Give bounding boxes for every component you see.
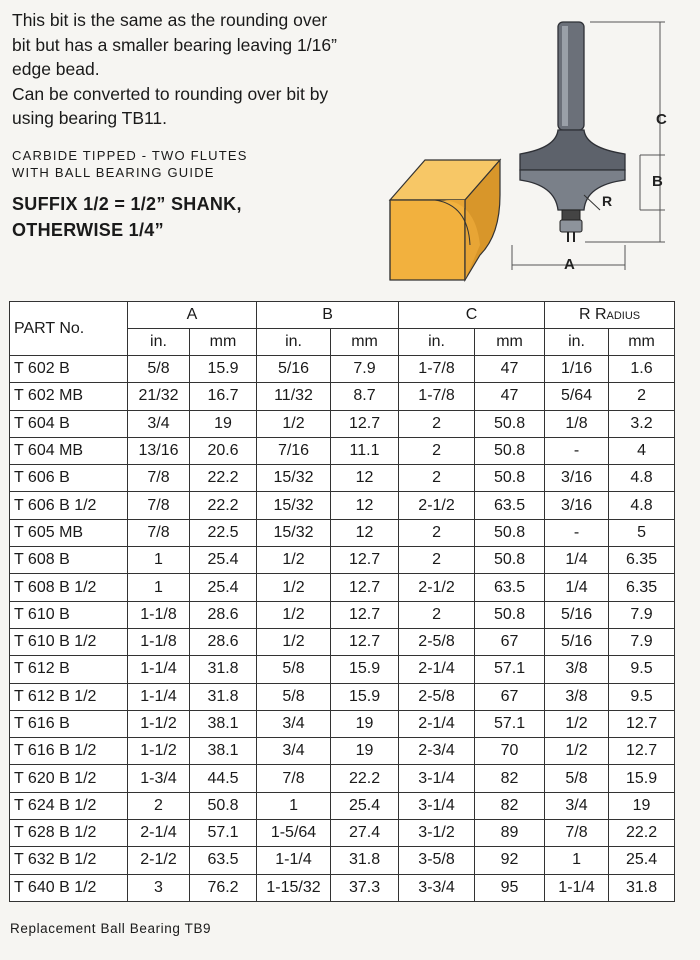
- table-cell: 5/8: [128, 356, 190, 383]
- table-cell: 1-1/4: [545, 874, 609, 901]
- table-cell: 12: [331, 492, 399, 519]
- subtitle-line: WITH BALL BEARING GUIDE: [12, 165, 215, 180]
- group-header-r-radius: R Radius: [545, 302, 675, 329]
- group-header-b: B: [257, 302, 399, 329]
- table-cell: 47: [475, 356, 545, 383]
- table-cell: 7.9: [609, 601, 675, 628]
- subtitle-line: CARBIDE TIPPED - TWO FLUTES: [12, 148, 248, 163]
- table-cell: 63.5: [475, 574, 545, 601]
- table-cell: 22.2: [190, 465, 257, 492]
- suffix-line: OTHERWISE 1/4”: [12, 220, 164, 240]
- table-cell: 9.5: [609, 683, 675, 710]
- table-cell: 50.8: [475, 410, 545, 437]
- table-cell: 7/8: [545, 820, 609, 847]
- unit-header: in.: [545, 329, 609, 356]
- table-cell: 3/16: [545, 465, 609, 492]
- table-cell: 2: [399, 465, 475, 492]
- table-row: [10, 492, 675, 519]
- table-cell: 13/16: [128, 437, 190, 464]
- replacement-bearing-note: Replacement Ball Bearing TB9: [10, 921, 212, 936]
- table-cell: 2-1/4: [399, 710, 475, 737]
- table-cell: 4.8: [609, 492, 675, 519]
- table-cell: 1-7/8: [399, 383, 475, 410]
- dimension-label-c: C: [656, 111, 667, 128]
- table-cell: 7.9: [609, 628, 675, 655]
- table-cell: 3/8: [545, 683, 609, 710]
- table-cell: 3-5/8: [399, 847, 475, 874]
- table-cell: 1/2: [545, 738, 609, 765]
- table-cell: 82: [475, 792, 545, 819]
- part-number-cell: T 608 B: [10, 547, 128, 574]
- table-row: [10, 410, 675, 437]
- table-cell: 6.35: [609, 547, 675, 574]
- carbide-subtitle: [12, 147, 248, 181]
- table-row: [10, 792, 675, 819]
- table-cell: 7/8: [128, 492, 190, 519]
- table-cell: 3-1/4: [399, 792, 475, 819]
- table-cell: 38.1: [190, 738, 257, 765]
- table-cell: 2-1/2: [399, 492, 475, 519]
- part-number-cell: T 610 B 1/2: [10, 628, 128, 655]
- table-cell: 1-1/8: [128, 628, 190, 655]
- table-cell: 28.6: [190, 628, 257, 655]
- table-cell: 95: [475, 874, 545, 901]
- description-text: [12, 8, 432, 131]
- table-cell: 25.4: [609, 847, 675, 874]
- description-line: Can be converted to rounding over bit by: [12, 83, 329, 104]
- table-cell: 50.8: [475, 437, 545, 464]
- table-cell: 1-5/64: [257, 820, 331, 847]
- table-cell: 2-1/2: [399, 574, 475, 601]
- table-cell: 3/4: [257, 738, 331, 765]
- table-cell: 12.7: [331, 601, 399, 628]
- table-cell: 57.1: [190, 820, 257, 847]
- table-cell: -: [545, 437, 609, 464]
- part-number-cell: T 606 B 1/2: [10, 492, 128, 519]
- table-cell: 3-1/4: [399, 765, 475, 792]
- table-cell: -: [545, 519, 609, 546]
- table-cell: 2-5/8: [399, 683, 475, 710]
- table-row: [10, 628, 675, 655]
- table-cell: 21/32: [128, 383, 190, 410]
- table-cell: 2-5/8: [399, 628, 475, 655]
- table-group-header-row: [10, 302, 675, 329]
- table-cell: 5/16: [545, 601, 609, 628]
- table-cell: 1/4: [545, 574, 609, 601]
- part-number-cell: T 616 B: [10, 710, 128, 737]
- table-cell: 7.9: [331, 356, 399, 383]
- table-cell: 2: [399, 437, 475, 464]
- description-line: edge bead.: [12, 59, 100, 79]
- table-cell: 1: [128, 574, 190, 601]
- table-row: [10, 356, 675, 383]
- part-number-cell: T 608 B 1/2: [10, 574, 128, 601]
- table-cell: 1: [128, 547, 190, 574]
- table-row: [10, 847, 675, 874]
- table-cell: 67: [475, 628, 545, 655]
- table-row: [10, 547, 675, 574]
- table-cell: 63.5: [475, 492, 545, 519]
- table-cell: 19: [190, 410, 257, 437]
- table-row: [10, 710, 675, 737]
- table-cell: 19: [609, 792, 675, 819]
- table-cell: 63.5: [190, 847, 257, 874]
- rounded-profile-block: [390, 160, 500, 280]
- table-cell: 7/8: [128, 519, 190, 546]
- table-cell: 7/8: [257, 765, 331, 792]
- table-cell: 1/2: [257, 547, 331, 574]
- table-cell: 44.5: [190, 765, 257, 792]
- table-cell: 1-1/4: [257, 847, 331, 874]
- table-cell: 12.7: [609, 738, 675, 765]
- table-cell: 12.7: [331, 628, 399, 655]
- table-cell: 89: [475, 820, 545, 847]
- table-cell: 3/4: [257, 710, 331, 737]
- table-row: [10, 765, 675, 792]
- table-cell: 2: [609, 383, 675, 410]
- table-cell: 12.7: [331, 574, 399, 601]
- table-row: [10, 574, 675, 601]
- table-cell: 19: [331, 738, 399, 765]
- table-cell: 3/8: [545, 656, 609, 683]
- table-cell: 12.7: [331, 410, 399, 437]
- table-cell: 15/32: [257, 519, 331, 546]
- table-cell: 25.4: [190, 574, 257, 601]
- table-cell: 1/4: [545, 547, 609, 574]
- table-cell: 2-1/4: [128, 820, 190, 847]
- table-cell: 1/2: [257, 628, 331, 655]
- table-cell: 11/32: [257, 383, 331, 410]
- table-cell: 25.4: [190, 547, 257, 574]
- table-cell: 15/32: [257, 465, 331, 492]
- table-cell: 28.6: [190, 601, 257, 628]
- table-cell: 3/4: [545, 792, 609, 819]
- part-number-cell: T 632 B 1/2: [10, 847, 128, 874]
- part-number-cell: T 620 B 1/2: [10, 765, 128, 792]
- table-cell: 27.4: [331, 820, 399, 847]
- unit-header: mm: [190, 329, 257, 356]
- table-cell: 1-1/8: [128, 601, 190, 628]
- dimension-label-b: B: [652, 173, 663, 190]
- table-cell: 1/8: [545, 410, 609, 437]
- unit-header: in.: [257, 329, 331, 356]
- table-cell: 38.1: [190, 710, 257, 737]
- shank-suffix-note: [12, 191, 242, 243]
- table-cell: 92: [475, 847, 545, 874]
- table-cell: 9.5: [609, 656, 675, 683]
- table-cell: 1-1/2: [128, 738, 190, 765]
- table-row: [10, 656, 675, 683]
- table-cell: 1-3/4: [128, 765, 190, 792]
- table-cell: 5/8: [257, 683, 331, 710]
- table-cell: 76.2: [190, 874, 257, 901]
- table-cell: 50.8: [190, 792, 257, 819]
- description-line: bit but has a smaller bearing leaving 1/16”: [12, 34, 337, 55]
- table-cell: 1/2: [257, 601, 331, 628]
- part-number-cell: T 605 MB: [10, 519, 128, 546]
- table-cell: 15/32: [257, 492, 331, 519]
- table-cell: 20.6: [190, 437, 257, 464]
- table-cell: 7/16: [257, 437, 331, 464]
- table-cell: 3/16: [545, 492, 609, 519]
- table-cell: 12.7: [331, 547, 399, 574]
- router-bit: [520, 22, 625, 242]
- table-cell: 8.7: [331, 383, 399, 410]
- part-number-cell: T 616 B 1/2: [10, 738, 128, 765]
- table-cell: 12: [331, 465, 399, 492]
- table-cell: 50.8: [475, 547, 545, 574]
- part-number-cell: T 612 B 1/2: [10, 683, 128, 710]
- table-cell: 5/16: [545, 628, 609, 655]
- table-cell: 5: [609, 519, 675, 546]
- table-cell: 15.9: [331, 656, 399, 683]
- table-cell: 1/2: [545, 710, 609, 737]
- table-cell: 2: [399, 410, 475, 437]
- part-number-cell: T 606 B: [10, 465, 128, 492]
- table-cell: 5/8: [257, 656, 331, 683]
- table-row: [10, 601, 675, 628]
- table-cell: 31.8: [190, 683, 257, 710]
- table-cell: 22.2: [190, 492, 257, 519]
- unit-header: in.: [399, 329, 475, 356]
- table-cell: 3.2: [609, 410, 675, 437]
- group-header-a: A: [128, 302, 257, 329]
- table-cell: 2: [399, 519, 475, 546]
- part-number-cell: T 610 B: [10, 601, 128, 628]
- table-cell: 4.8: [609, 465, 675, 492]
- table-cell: 11.1: [331, 437, 399, 464]
- table-cell: 50.8: [475, 465, 545, 492]
- table-cell: 15.9: [190, 356, 257, 383]
- table-cell: 70: [475, 738, 545, 765]
- table-cell: 31.8: [190, 656, 257, 683]
- table-cell: 31.8: [609, 874, 675, 901]
- table-cell: 15.9: [609, 765, 675, 792]
- suffix-line: SUFFIX 1/2 = 1/2” SHANK,: [12, 194, 242, 214]
- table-cell: 50.8: [475, 519, 545, 546]
- part-number-cell: T 602 MB: [10, 383, 128, 410]
- table-row: [10, 738, 675, 765]
- table-cell: 15.9: [331, 683, 399, 710]
- table-cell: 1-7/8: [399, 356, 475, 383]
- table-cell: 5/8: [545, 765, 609, 792]
- table-row: [10, 437, 675, 464]
- table-cell: 1: [257, 792, 331, 819]
- dimension-label-a: A: [564, 256, 575, 273]
- part-number-cell: T 612 B: [10, 656, 128, 683]
- table-cell: 3-1/2: [399, 820, 475, 847]
- table-cell: 5/16: [257, 356, 331, 383]
- unit-header: in.: [128, 329, 190, 356]
- part-no-header: PART No.: [10, 302, 128, 356]
- table-cell: 7/8: [128, 465, 190, 492]
- table-cell: 2-1/2: [128, 847, 190, 874]
- part-number-cell: T 604 MB: [10, 437, 128, 464]
- table-cell: 2: [128, 792, 190, 819]
- table-cell: 47: [475, 383, 545, 410]
- table-cell: 5/64: [545, 383, 609, 410]
- table-cell: 82: [475, 765, 545, 792]
- group-header-c: C: [399, 302, 545, 329]
- table-cell: 1/2: [257, 574, 331, 601]
- table-cell: 50.8: [475, 601, 545, 628]
- table-cell: 1/2: [257, 410, 331, 437]
- table-cell: 12: [331, 519, 399, 546]
- table-cell: 1.6: [609, 356, 675, 383]
- table-cell: 16.7: [190, 383, 257, 410]
- table-row: [10, 874, 675, 901]
- table-cell: 1-15/32: [257, 874, 331, 901]
- table-row: [10, 683, 675, 710]
- table-cell: 22.5: [190, 519, 257, 546]
- table-cell: 67: [475, 683, 545, 710]
- table-cell: 22.2: [609, 820, 675, 847]
- table-cell: 57.1: [475, 656, 545, 683]
- table-cell: 1-1/2: [128, 710, 190, 737]
- unit-header: mm: [609, 329, 675, 356]
- table-cell: 19: [331, 710, 399, 737]
- dimensions-table: [9, 301, 675, 902]
- table-row: [10, 383, 675, 410]
- table-cell: 2-3/4: [399, 738, 475, 765]
- table-cell: 6.35: [609, 574, 675, 601]
- router-bit-diagram: [380, 20, 680, 285]
- unit-header: mm: [475, 329, 545, 356]
- table-cell: 3/4: [128, 410, 190, 437]
- table-cell: 2: [399, 547, 475, 574]
- table-cell: 25.4: [331, 792, 399, 819]
- table-cell: 22.2: [331, 765, 399, 792]
- part-number-cell: T 628 B 1/2: [10, 820, 128, 847]
- table-cell: 1/16: [545, 356, 609, 383]
- table-cell: 3-3/4: [399, 874, 475, 901]
- table-cell: 57.1: [475, 710, 545, 737]
- description-line: using bearing TB11.: [12, 108, 168, 128]
- table-cell: 2-1/4: [399, 656, 475, 683]
- table-row: [10, 820, 675, 847]
- table-row: [10, 519, 675, 546]
- unit-header: mm: [331, 329, 399, 356]
- table-cell: 2: [399, 601, 475, 628]
- part-number-cell: T 604 B: [10, 410, 128, 437]
- table-cell: 1-1/4: [128, 683, 190, 710]
- description-line: This bit is the same as the rounding over: [12, 10, 328, 30]
- table-cell: 1-1/4: [128, 656, 190, 683]
- table-row: [10, 465, 675, 492]
- table-cell: 12.7: [609, 710, 675, 737]
- table-cell: 37.3: [331, 874, 399, 901]
- part-number-cell: T 602 B: [10, 356, 128, 383]
- part-number-cell: T 640 B 1/2: [10, 874, 128, 901]
- table-cell: 31.8: [331, 847, 399, 874]
- table-cell: 3: [128, 874, 190, 901]
- dimension-label-r: R: [602, 193, 613, 209]
- table-cell: 1: [545, 847, 609, 874]
- part-number-cell: T 624 B 1/2: [10, 792, 128, 819]
- table-cell: 4: [609, 437, 675, 464]
